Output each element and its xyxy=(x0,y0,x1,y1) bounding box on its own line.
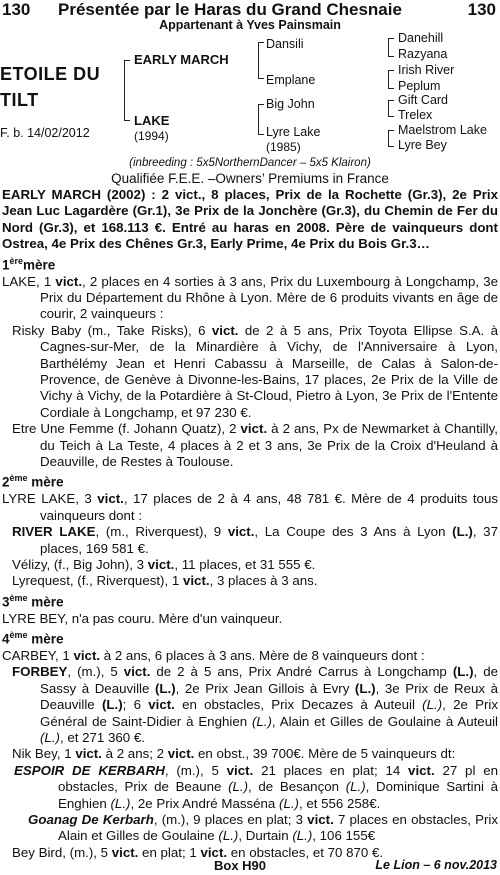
sire-name: EARLY MARCH xyxy=(134,52,229,67)
fourth-dam-heading: 4ème mère xyxy=(2,630,64,647)
horse-name-line2: TILT xyxy=(0,90,39,110)
produce-bey-bird: Bey Bird, (m.), 5 vict. en plat; 1 vict. en obstacles, et 70 870 €. xyxy=(12,844,384,860)
box-number: Box H90 xyxy=(214,858,267,873)
qualification-note: Qualifiée F.E.E. –Owners’ Premiums in France xyxy=(111,171,389,186)
produce-river-lake: RIVER LAKE, (m., Riverquest), 9 vict., La Coupe des 3 Ans à Lyon (L.), 37 places, 169 581 €. xyxy=(12,524,498,556)
second-dam-heading: 2ème mère xyxy=(2,473,64,490)
owner-line: Appartenant à Yves Painsmain xyxy=(159,18,341,32)
lot-number-left: 130 xyxy=(2,0,31,19)
dam-year: (1994) xyxy=(134,129,169,143)
granddam-2: Lyre Lake xyxy=(266,125,321,139)
pedigree-bracket xyxy=(124,60,125,120)
horse-details: F. b. 14/02/2012 xyxy=(0,126,90,140)
great-grandparent-8: Lyre Bey xyxy=(398,138,447,152)
grandsire-1: Dansili xyxy=(266,37,304,51)
lot-number-right: 130 xyxy=(467,0,496,19)
sale-place-date: Le Lion – 6 nov.2013 xyxy=(375,858,497,872)
dam-lyre-lake-entry: LYRE LAKE, 3 vict., 17 places de 2 à 4 ans, 48 781 €. Mère de 4 produits tous vainqueurs dont : xyxy=(2,491,498,523)
great-grandparent-7: Maelstrom Lake xyxy=(398,123,487,137)
produce-goanag-de-kerbarh: Goanag De Kerbarh, (m.), 9 places en plat; 3 vict. 7 places en obstacles, Prix Alain et Gilles de Goulaine (L.), Durtain (L.), 106 155€ xyxy=(28,812,499,844)
dam-lyre-bey-entry: LYRE BEY, n'a pas couru. Mère d'un vainqueur. xyxy=(2,610,283,626)
great-grandparent-4: Peplum xyxy=(398,79,441,93)
produce-nik-bey: Nik Bey, 1 vict. à 2 ans; 2 vict. en obst., 39 700€. Mère de 5 vainqueurs dt: xyxy=(12,746,456,762)
great-grandparent-5: Gift Card xyxy=(398,93,449,107)
granddam-2-year: (1985) xyxy=(266,140,301,154)
great-grandparent-3: Irish River xyxy=(398,63,455,77)
grandsire-2: Big John xyxy=(266,97,315,111)
great-grandparent-6: Trelex xyxy=(398,108,433,122)
first-dam-heading: 1èremère xyxy=(2,255,56,273)
produce-velizy: Vélizy, (f., Big John), 3 vict., 11 places, et 31 555 €. xyxy=(12,556,316,572)
catalogue-body xyxy=(2,187,498,861)
great-grandparent-1: Danehill xyxy=(398,31,444,45)
page-title: Présentée par le Haras du Grand Chesnaie xyxy=(58,0,402,19)
dam-carbey-entry: CARBEY, 1 vict. à 2 ans, 6 places à 3 ans. Mère de 8 vainqueurs dont : xyxy=(2,647,425,663)
produce-forbey: FORBEY, (m.), 5 vict. de 2 à 5 ans, Prix André Carrus à Longchamp (L.), de Sassy à Deauville (L.), 2e Prix Jean Gillois à Evry (L.), 3e Prix de Reux à Deauville (L.); 6 vict. en obstacles, Prix Decazes à Auteuil (L.), 2e Prix Général de Saint-Didier à Enghien (L.), Alain et Gilles de Goulaine à Auteuil (L.), et 271 360 €. xyxy=(12,664,499,745)
great-grandparent-2: Razyana xyxy=(398,47,448,61)
dam-name: LAKE xyxy=(134,113,170,128)
produce-etre-une-femme: Etre Une Femme (f. Johann Quatz), 2 vict. à 2 ans, Px de Newmarket à Chantilly, du Teich à La Teste, 4 places à 2 et 3 ans, 3e Prix de la Croix d'Heuland à Deauville, de Restes à Toulouse. xyxy=(12,421,498,469)
granddam-1: Emplane xyxy=(266,73,316,87)
produce-lyrequest: Lyrequest, (f., Riverquest), 1 vict., 3 places à 3 ans. xyxy=(12,573,318,589)
horse-name-line1: ETOILE DU xyxy=(0,64,101,84)
sire-paragraph: EARLY MARCH (2002) : 2 vict., 8 places, Prix de la Rochette (Gr.3), 2e Prix Jean Luc Lagardère (Gr.1), 3e Prix de la Jonchère (Gr.3), du Chemin de Fer du Nord (Gr.3), et 168.113 €. Entré au haras en 2008. Père de vainqueurs dont Ostrea, 4e Prix des Chênes Gr.3, Early Prime, 4e Prix du Bois Gr.3… xyxy=(2,187,498,252)
dam-lake-entry: LAKE, 1 vict., 2 places en 4 sorties à 3 ans, Prix du Luxembourg à Longchamp, 3e Prix du Département du Rhône à Lyon. Mère de 6 produits vivants en âge de courir, 2 vainqueurs : xyxy=(2,273,498,322)
produce-espoir-de-kerbarh: ESPOIR DE KERBARH, (m.), 5 vict. 21 places en plat; 14 vict. 27 pl en obstacles, Prix de Beaune (L.), de Besançon (L.), Dominique Sartini à Enghien (L.), 2e Prix André Masséna (L.), et 556 258€. xyxy=(14,762,499,811)
produce-risky-baby: Risky Baby (m., Take Risks), 6 vict. de 2 à 5 ans, Prix Toyota Ellipse S.A. à Cagnes-sur-Mer, de la Minardière à Vichy, de l'Anniversaire à Lyon, Barthélémy Jean et Henri Cabassu à Marseille, de Calas à Salon-de-Provence, de Genève à Divonne-les-Bains, 17 places, 2e Prix de la Ville de Vichy à Vichy, de la Potardière à St-Cloud, Pietro à Lyon, 3e Prix de l'Entente Cordiale à Longchamp, et 97 230 €. xyxy=(12,322,498,420)
third-dam-heading: 3ème mère xyxy=(2,592,64,610)
inbreeding-note: (inbreeding : 5x5NorthernDancer – 5x5 Klairon) xyxy=(129,157,371,169)
